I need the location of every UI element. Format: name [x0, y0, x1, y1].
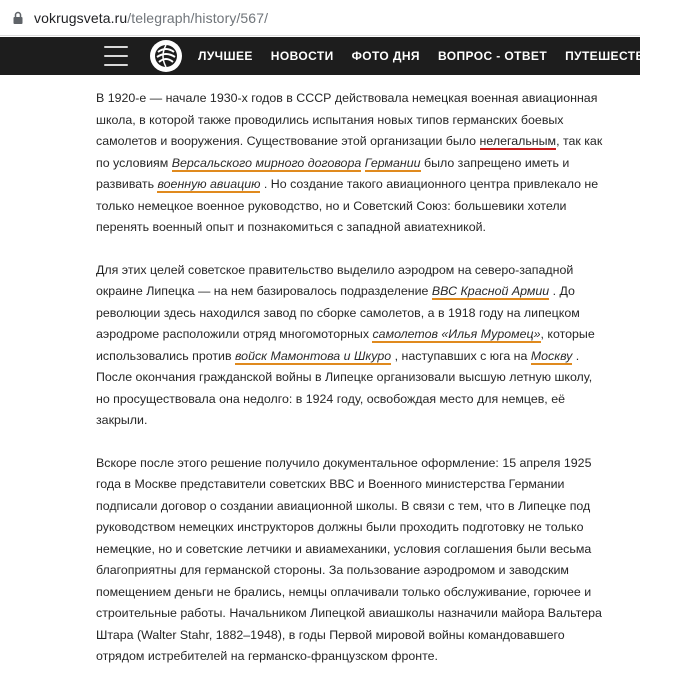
- text: , наступавших с юга на: [391, 348, 531, 363]
- link-ilya-muromets[interactable]: самолетов «Илья Муромец»: [372, 327, 541, 341]
- link-military-aviation[interactable]: военную авиацию: [157, 177, 261, 191]
- link-moscow[interactable]: Москву: [530, 348, 573, 363]
- nav-item-best[interactable]: ЛУЧШЕЕ: [198, 49, 253, 63]
- text: . Но создание такого авиационного центра привлекало не только немецкое военное руководство, но и Советский Союз: большевики хотели перенять военный опыт и познакомиться с западной авиатехникой.: [96, 177, 599, 234]
- highlighted-word: нелегальным: [479, 134, 557, 148]
- link-mamontov-shkuro[interactable]: войск Мамонтова и Шкуро: [234, 348, 392, 363]
- article-body: [96, 88, 608, 689]
- nav-item-photo-of-the-day[interactable]: ФОТО ДНЯ: [351, 49, 420, 63]
- nav-item-question-answer[interactable]: ВОПРОС - ОТВЕТ: [437, 49, 548, 63]
- text: , которые использовались против: [96, 327, 595, 363]
- hamburger-line: [104, 64, 128, 66]
- link-red-army-air-force[interactable]: ВВС Красной Армии: [431, 284, 550, 298]
- hamburger-line: [104, 46, 128, 48]
- url-path: /telegraph/history/567/: [127, 9, 269, 26]
- main-menu: [198, 37, 681, 75]
- lock-icon[interactable]: [8, 8, 28, 28]
- text: . После окончания гражданской войны в Липецке организовали высшую летную школу, но просуществовала она недолго: в 1924 году, освобождая место для немцев, её закрыли.: [96, 348, 593, 427]
- text: , так как по условиям: [96, 134, 603, 170]
- site-logo-icon[interactable]: [150, 40, 182, 72]
- hamburger-menu-icon[interactable]: [104, 46, 128, 66]
- text: . До революции здесь находился завод по сборке самолетов, а в 1918 году на липецком аэродроме расположили отряд многомоторных: [96, 284, 580, 341]
- url-text[interactable]: [34, 10, 268, 26]
- link-germany[interactable]: Германии: [364, 155, 421, 170]
- hamburger-line: [104, 55, 128, 57]
- url-host: vokrugsveta.ru: [34, 9, 128, 26]
- article-paragraph-2: [96, 260, 608, 432]
- nav-item-travel[interactable]: ПУТЕШЕСТВИЯ: [565, 49, 663, 63]
- text: было запрещено иметь и развивать: [96, 155, 570, 191]
- nav-item-news[interactable]: НОВОСТИ: [270, 49, 334, 63]
- text: Для этих целей советское правительство выделило аэродром на северо-западной окраине Липецка — на нем базировалось подразделение: [96, 262, 574, 298]
- article-paragraph-1: [96, 88, 608, 239]
- browser-address-bar[interactable]: [0, 0, 640, 36]
- site-navbar: [0, 37, 663, 75]
- article-paragraph-3: Вскоре после этого решение получило документальное оформление: 15 апреля 1925 года в Москве представители советских ВВС и Военного министерства Германии подписали договор о создании авиационной школы. В связи с тем, что в Липецке под руководством немецких инструкторов должны были проходить подготовку не только немецкие, но и советские летчики и авиамеханики, условия соглашения были весьма благоприятны для германской стороны. За пользование аэродромом и заводским помещением деньги не брались, немцы оплачивали только обслуживание, горючее и строительные работы. Начальником Липецкой авиашколы назначили майора Вальтера Штара (Walter Stahr, 1882–1948), в годы Первой мировой войны командовавшего отрядом истребителей на германско-французском фронте.: [96, 455, 602, 663]
- text: В 1920-е — начале 1930-х годов в СССР действовала немецкая военная авиационная школа, в которой также проводились испытания новых типов германских боевых самолетов и вооружения. Существование этой организации было: [96, 91, 598, 148]
- link-versailles-treaty[interactable]: Версальского мирного договора: [171, 155, 362, 170]
